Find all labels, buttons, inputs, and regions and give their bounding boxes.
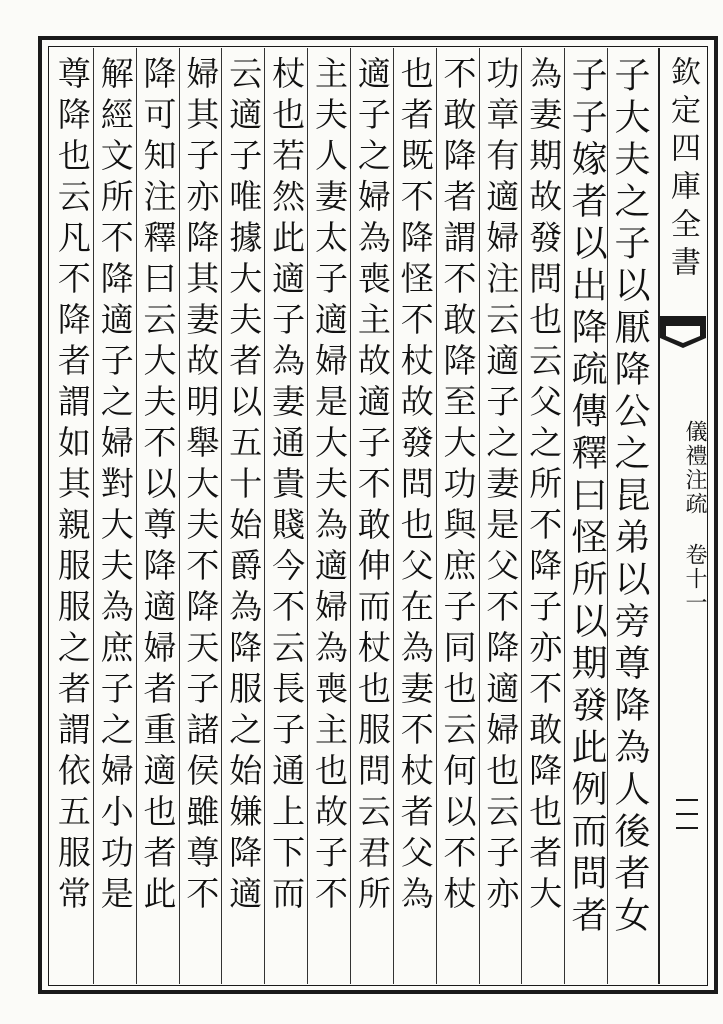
section-title: 儀禮注疏	[682, 420, 707, 516]
folio-mark	[672, 790, 702, 838]
volume-number: 卷十一	[682, 543, 707, 615]
text-column-1: 子大夫之子以厭降公之昆弟以旁尊降為人後者女	[608, 56, 650, 938]
text-column-13: 解經文所不降適子之婦對大夫為庶子之婦小功是	[95, 56, 135, 917]
text-column-6: 也者既不降怪不杖故發問也父在為妻不杖者父為	[395, 56, 435, 917]
text-column-10: 云適子唯據大夫者以五十始爵為降服之始嫌降適	[224, 56, 264, 917]
text-column-11: 婦其子亦降其妻故明舉大夫不降天子諸侯雖尊不	[181, 56, 221, 917]
text-column-9: 杖也若然此適子為妻通貴賤今不云長子通上下而	[267, 56, 307, 917]
text-column-7: 適子之婦為喪主故適子不敢伸而杖也服問云君所	[352, 56, 392, 917]
text-column-12: 降可知注釋曰云大夫不以尊降適婦者重適也者此	[138, 56, 178, 917]
text-column-14: 尊降也云凡不降者謂如其親服服之者謂依五服常	[52, 56, 92, 917]
fish-tail-ornament	[660, 312, 706, 352]
text-column-3: 為妻期故發問也云父之所不降子亦不敢降也者大	[524, 56, 564, 917]
text-column-2: 子子嫁者以出降疏傳釋曰怪所以期發此例而問者	[566, 56, 608, 938]
text-column-8: 主夫人妻太子適婦是大夫為適婦為喪主也故子不	[309, 56, 349, 917]
text-column-4: 功章有適婦注云適子之妻是父不降適婦也云子亦	[481, 56, 521, 917]
book-title: 欽定四庫全書	[665, 56, 700, 284]
volume-label	[664, 420, 707, 615]
text-column-5: 不敢降者謂不敢降至大功與庶子同也云何以不杖	[438, 56, 478, 917]
